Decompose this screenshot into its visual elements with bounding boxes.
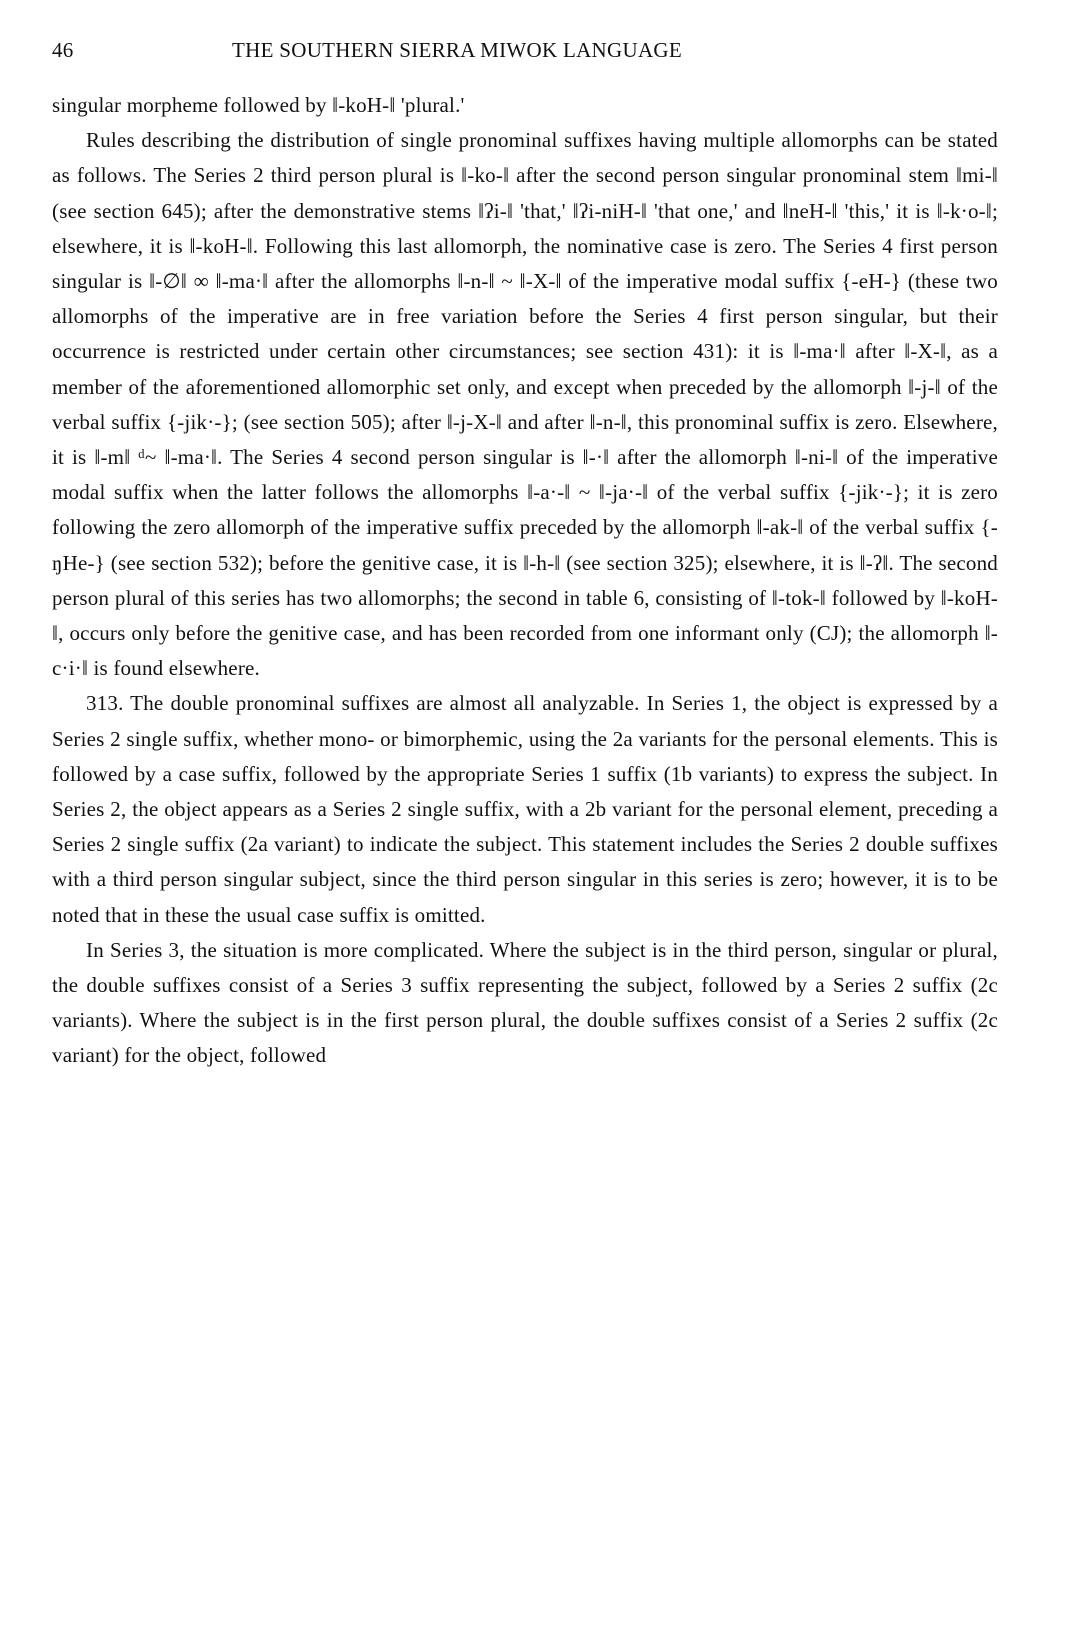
paragraph-allomorph-rules: Rules describing the distribution of single pronominal suffixes having multiple allomorphs can be stated as follows. The Series 2 third person plural is ‖-ko-‖ after the second person singular pronominal stem ‖mi-‖ (see section 645); after the demonstrative stems ‖ʔi-‖ 'that,' ‖ʔi-niH-‖ 'that one,' and ‖neH-‖ 'this,' it is ‖-k·o-‖; elsewhere, it is ‖-koH-‖. Following this last allomorph, the nominative case is zero. The Series 4 first person singular is ‖-∅‖ ∞ ‖-ma·‖ after the allomorphs ‖-n-‖ ~ ‖-X-‖ of the imperative modal suffix {-eH-} (these two allomorphs of the imperative are in free variation before the Series 4 first person singular, but their occurrence is restricted under certain other circumstances; see section 431): it is ‖-ma·‖ after ‖-X-‖, as a member of the aforementioned allomorphic set only, and except when preceded by the allomorph ‖-j-‖ of the verbal suffix {-jik·-}; (see section 505); after ‖-j-X-‖ and after ‖-n-‖, this pronominal suffix is zero. Elsewhere, it is ‖-m‖ ᵈ~ ‖-ma·‖. The Series 4 second person singular is ‖-·‖ after the allomorph ‖-ni-‖ of the imperative modal suffix when the latter follows the allomorphs ‖-a·-‖ ~ ‖-ja·-‖ of the verbal suffix {-jik·-}; it is zero following the zero allomorph of the imperative suffix preceded by the allomorph ‖-ak-‖ of the verbal suffix {-ŋHe-} (see section 532); before the genitive case, it is ‖-h-‖ (see section 325); elsewhere, it is ‖-ʔ‖. The second person plural of this series has two allomorphs; the second in table 6, consisting of ‖-tok-‖ followed by ‖-koH-‖, occurs only before the genitive case, and has been recorded from one informant only (CJ); the allomorph ‖-c·i·‖ is found elsewhere. [52,128,998,681]
paragraph-section-313: 313. The double pronominal suffixes are almost all analyzable. In Series 1, the object is expressed by a Series 2 single suffix, whether mono- or bimorphemic, using the 2a variants for the personal elements. This is followed by a case suffix, followed by the appropriate Series 1 suffix (1b variants) to express the subject. In Series 2, the object appears as a Series 2 single suffix, with a 2b variant for the personal element, preceding a Series 2 single suffix (2a variant) to indicate the subject. This statement includes the Series 2 double suffixes with a third person singular subject, since the third person singular in this series is zero; however, it is to be noted that in these the usual case suffix is omitted. [52,691,998,927]
paragraph-series-3: In Series 3, the situation is more complicated. Where the subject is in the third person, singular or plural, the double suffixes consist of a Series 3 suffix representing the subject, followed by a Series 2 suffix (2c variants). Where the subject is in the first person plural, the double suffixes consist of a Series 2 suffix (2c variant) for the object, followed [52,937,998,1068]
body-text [52,88,998,1074]
page-number: 46 [52,38,74,62]
running-title: THE SOUTHERN SIERRA MIWOK LANGUAGE [232,38,683,62]
page-header [52,38,998,78]
paragraph-continuation: singular morpheme followed by ‖-koH-‖ 'plural.' [52,93,465,117]
